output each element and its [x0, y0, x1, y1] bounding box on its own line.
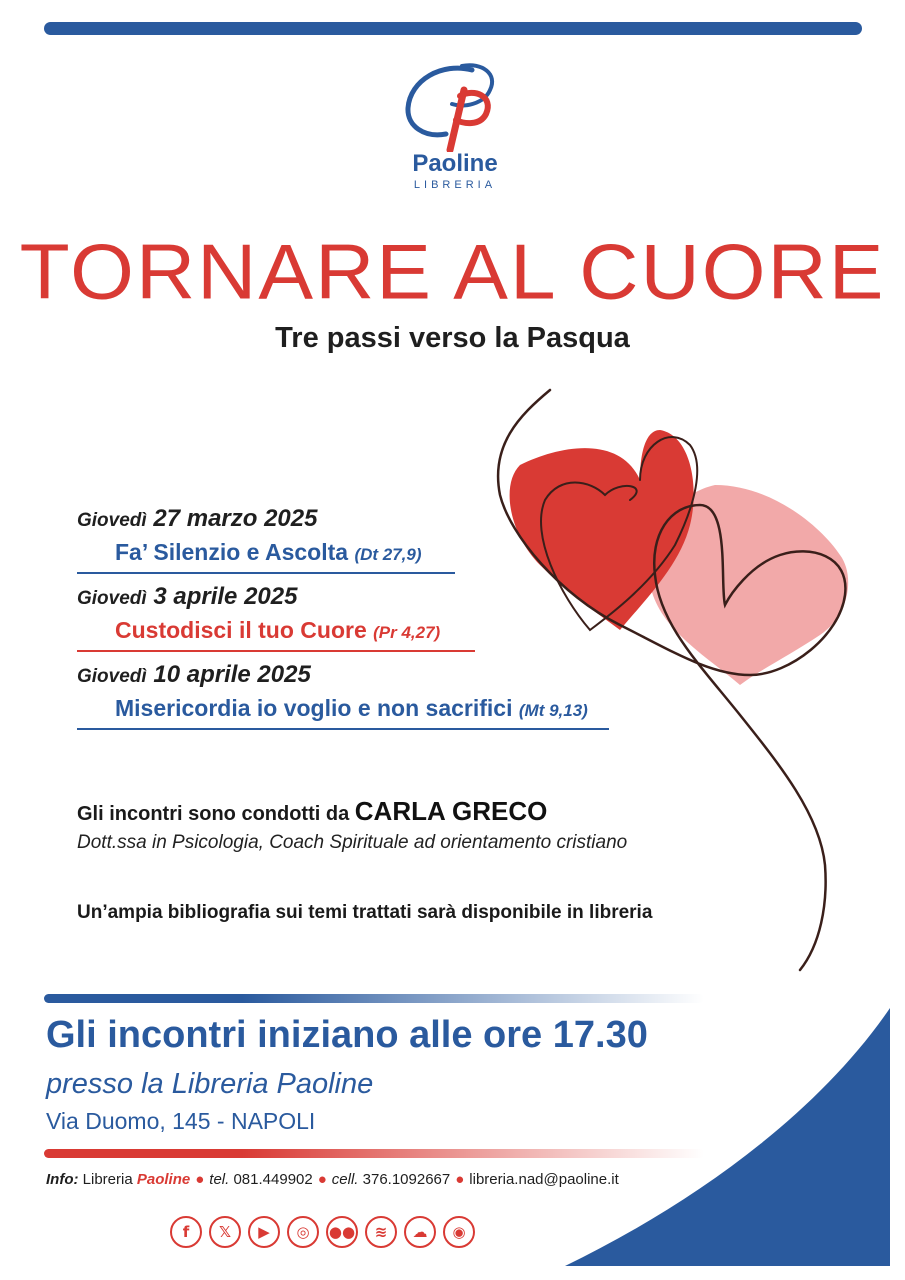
host-intro: Gli incontri sono condotti da: [77, 803, 350, 825]
session-bible-ref: (Pr 4,27): [373, 623, 441, 642]
session-underline: [77, 650, 475, 652]
session-2: [77, 583, 475, 652]
logo-subtitle: LIBRERIA: [413, 179, 497, 191]
session-weekday: Giovedì: [77, 510, 147, 531]
session-weekday: Giovedì: [77, 666, 147, 687]
session-3: [77, 661, 609, 730]
session-underline: [77, 572, 455, 574]
session-date: [77, 583, 475, 611]
session-date: [77, 505, 455, 533]
page-title: TORNARE AL CUORE: [19, 229, 886, 316]
separator-dot: ●: [195, 1171, 205, 1188]
address: Via Duomo, 145 - NAPOLI: [46, 1108, 316, 1134]
cell-label: cell.: [331, 1171, 359, 1188]
soundcloud-icon[interactable]: ☁: [404, 1216, 436, 1248]
tel-label: tel.: [209, 1171, 230, 1188]
separator-dot: ●: [455, 1171, 465, 1188]
top-accent-bar: [44, 22, 862, 35]
session-weekday: Giovedì: [77, 588, 147, 609]
session-title-text: Custodisci il tuo Cuore: [115, 617, 367, 643]
paoline-logo-mark: [402, 60, 502, 152]
cell-link[interactable]: 376.1092667: [362, 1171, 451, 1188]
info-store: Libreria: [82, 1171, 133, 1188]
session-date: [77, 661, 609, 689]
session-date-value: 10 aprile 2025: [153, 661, 311, 688]
host-role: Dott.ssa in Psicologia, Coach Spirituale ad orientamento cristiano: [77, 832, 628, 853]
youtube-icon[interactable]: ▶: [248, 1216, 280, 1248]
page-subtitle: Tre passi verso la Pasqua: [275, 322, 630, 354]
start-time: Gli incontri iniziano alle ore 17.30: [46, 1014, 648, 1056]
instagram-icon[interactable]: ◎: [287, 1216, 319, 1248]
host-line: [77, 796, 547, 827]
session-title: [115, 695, 609, 722]
x-icon[interactable]: 𝕏: [209, 1216, 241, 1248]
logo-name: Paoline: [412, 150, 498, 177]
info-label: Info:: [46, 1171, 79, 1188]
target-icon[interactable]: ◉: [443, 1216, 475, 1248]
blue-gradient-divider: [44, 994, 704, 1003]
flickr-icon[interactable]: ●●: [326, 1216, 358, 1248]
session-underline: [77, 728, 609, 730]
info-store-brand: Paoline: [136, 1171, 191, 1188]
venue: presso la Libreria Paoline: [46, 1068, 374, 1100]
separator-dot: ●: [317, 1171, 327, 1188]
contact-info: [46, 1171, 619, 1188]
session-date-value: 3 aprile 2025: [153, 583, 298, 610]
session-bible-ref: (Mt 9,13): [518, 701, 588, 720]
session-title: [115, 539, 455, 566]
email-link[interactable]: libreria.nad@paoline.it: [469, 1171, 619, 1188]
corner-triangle: [565, 1008, 905, 1280]
social-icons-row: [170, 1216, 475, 1248]
paoline-logo: [380, 60, 530, 200]
session-title-text: Misericordia io voglio e non sacrifici: [115, 695, 513, 721]
session-title: [115, 617, 475, 644]
facebook-icon[interactable]: f: [170, 1216, 202, 1248]
session-bible-ref: (Dt 27,9): [354, 545, 422, 564]
phone-link[interactable]: 081.449902: [233, 1171, 313, 1188]
host-name: CARLA GRECO: [354, 796, 548, 826]
session-title-text: Fa’ Silenzio e Ascolta: [115, 539, 349, 565]
bibliography-note: Un’ampia bibliografia sui temi trattati sarà disponibile in libreria: [77, 902, 653, 923]
spotify-icon[interactable]: ≋: [365, 1216, 397, 1248]
session-date-value: 27 marzo 2025: [153, 505, 318, 532]
session-1: [77, 505, 455, 574]
